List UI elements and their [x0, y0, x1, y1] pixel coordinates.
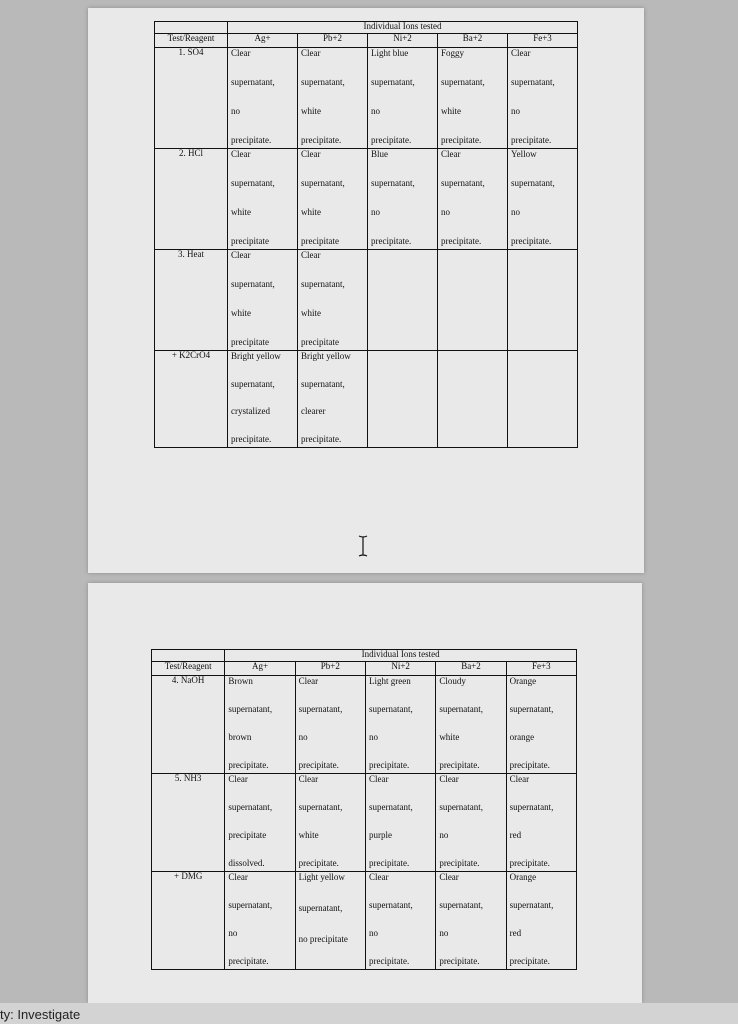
- observation-line: Clear: [301, 250, 321, 260]
- observation-line: supernatant,: [511, 177, 555, 188]
- observation-line: white: [231, 206, 251, 217]
- observation-line: precipitate.: [509, 857, 550, 868]
- observation-line: Clear: [509, 774, 530, 784]
- observation-line: no: [371, 105, 380, 116]
- observation-line: precipitate.: [228, 955, 269, 966]
- observation-line: precipitate.: [298, 759, 339, 770]
- row-label: + DMG: [152, 872, 225, 970]
- observation-line: supernatant,: [371, 76, 415, 87]
- observation-line: purple: [368, 829, 392, 840]
- table-row: [152, 676, 577, 774]
- observation-line: precipitate.: [439, 857, 480, 868]
- column-header-ion: Ni+2: [368, 34, 438, 48]
- observation-line: supernatant,: [301, 278, 345, 289]
- observation-line: white: [441, 105, 461, 116]
- observation-line: supernatant,: [511, 76, 555, 87]
- observation-line: no: [439, 829, 449, 840]
- observation-line: precipitate.: [368, 857, 410, 868]
- observation-cell: [225, 872, 295, 970]
- footer-label: ty: Investigate: [0, 1007, 81, 1022]
- observation-line: Clear: [511, 48, 531, 58]
- observation-line: supernatant,: [371, 177, 415, 188]
- observation-cell: [438, 48, 508, 149]
- column-header-ion: Ag+: [225, 662, 295, 676]
- observation-line: white: [301, 105, 321, 116]
- observation-cell: [295, 676, 365, 774]
- observation-line: supernatant,: [228, 899, 273, 910]
- ion-test-table-2: [151, 649, 577, 970]
- observation-cell: [365, 872, 435, 970]
- observation-cell: [298, 250, 368, 351]
- observation-cell: [225, 676, 295, 774]
- column-header-ion: Ag+: [228, 34, 298, 48]
- observation-line: supernatant,: [301, 177, 345, 188]
- observation-line: white: [298, 829, 319, 840]
- observation-line: white: [439, 731, 460, 742]
- observation-line: supernatant,: [228, 801, 273, 812]
- observation-line: Clear: [231, 48, 251, 58]
- table-row: [155, 250, 578, 351]
- column-header-test-reagent: Test/Reagent: [155, 34, 228, 48]
- observation-cell: [508, 351, 578, 448]
- column-header-ion: Pb+2: [298, 34, 368, 48]
- observation-line: Foggy: [441, 48, 465, 58]
- observation-line: Clear: [231, 149, 251, 159]
- observation-line: Bright yellow: [301, 351, 351, 361]
- observation-line: Light green: [368, 676, 411, 686]
- observation-line: no: [228, 927, 238, 938]
- observation-line: white: [301, 307, 321, 318]
- row-label: 1. SO4: [155, 48, 228, 149]
- observation-line: Bright yellow: [231, 351, 281, 361]
- observation-line: supernatant,: [301, 378, 345, 389]
- observation-line: precipitate.: [441, 235, 482, 246]
- observation-line: no: [441, 206, 450, 217]
- table-row: [152, 774, 577, 872]
- observation-line: supernatant,: [301, 76, 345, 87]
- observation-cell: [436, 872, 506, 970]
- observation-cell: [506, 774, 576, 872]
- observation-cell: [228, 351, 298, 448]
- observation-line: supernatant,: [298, 703, 343, 714]
- observation-line: supernatant,: [368, 703, 413, 714]
- observation-line: supernatant,: [231, 378, 275, 389]
- observation-line: orange: [509, 731, 535, 742]
- observation-line: precipitate.: [509, 759, 550, 770]
- observation-cell: [298, 149, 368, 250]
- observation-line: Brown: [228, 676, 253, 686]
- observation-line: Clear: [441, 149, 461, 159]
- bottom-bar: [0, 1003, 738, 1024]
- observation-cell: [508, 250, 578, 351]
- text-cursor-icon: [358, 535, 368, 557]
- observation-line: supernatant,: [231, 278, 275, 289]
- observation-cell: [368, 250, 438, 351]
- observation-line: no: [439, 927, 449, 938]
- observation-line: precipitate.: [371, 235, 412, 246]
- observation-line: Clear: [231, 250, 251, 260]
- observation-cell: [508, 149, 578, 250]
- observation-line: Orange: [509, 676, 537, 686]
- observation-cell: [436, 774, 506, 872]
- column-header-ion: Ba+2: [438, 34, 508, 48]
- observation-line: precipitate.: [231, 134, 272, 145]
- observation-line: precipitate.: [228, 759, 269, 770]
- observation-line: precipitate.: [441, 134, 482, 145]
- observation-line: precipitate.: [301, 134, 342, 145]
- observation-line: precipitate: [231, 235, 269, 246]
- observation-cell: [295, 774, 365, 872]
- observation-line: precipitate.: [511, 235, 552, 246]
- observation-line: Clear: [439, 872, 459, 882]
- observation-line: supernatant,: [439, 801, 484, 812]
- observation-line: no: [511, 206, 520, 217]
- observation-line: Light blue: [371, 48, 409, 58]
- row-label: + K2CrO4: [155, 351, 228, 448]
- observation-line: precipitate.: [439, 955, 480, 966]
- observation-line: Clear: [228, 774, 248, 784]
- observation-line: supernatant,: [231, 76, 275, 87]
- document-page-1: [88, 8, 644, 573]
- observation-cell: [506, 872, 576, 970]
- observation-cell: [436, 676, 506, 774]
- observation-cell: [508, 48, 578, 149]
- observation-line: Clear: [228, 872, 248, 882]
- observation-cell: [506, 676, 576, 774]
- observation-line: precipitate.: [231, 433, 272, 444]
- observation-cell: [368, 48, 438, 149]
- observation-line: Clear: [298, 676, 319, 686]
- observation-line: precipitate.: [371, 134, 412, 145]
- observation-line: no: [368, 927, 378, 938]
- observation-cell: [225, 774, 295, 872]
- observation-cell: [368, 351, 438, 448]
- table-title: Individual Ions tested: [228, 22, 578, 34]
- observation-line: no: [371, 206, 380, 217]
- column-header-ion: Fe+3: [508, 34, 578, 48]
- observation-line: precipitate.: [368, 759, 410, 770]
- table-row: [155, 351, 578, 448]
- observation-line: precipitate.: [301, 433, 342, 444]
- observation-line: Yellow: [511, 149, 537, 159]
- observation-line: no precipitate: [298, 934, 348, 944]
- observation-line: precipitate: [231, 336, 269, 347]
- observation-line: precipitate.: [439, 759, 480, 770]
- row-label: 5. NH3: [152, 774, 225, 872]
- observation-line: red: [509, 927, 522, 938]
- observation-cell: [228, 48, 298, 149]
- observation-line: no: [231, 105, 240, 116]
- observation-line: clearer: [301, 406, 326, 417]
- observation-line: Cloudy: [439, 676, 466, 686]
- ion-test-table-1: [154, 21, 578, 448]
- observation-cell: [298, 351, 368, 448]
- observation-line: supernatant,: [439, 703, 484, 714]
- observation-line: supernatant,: [298, 801, 343, 812]
- observation-line: precipitate.: [511, 134, 552, 145]
- document-page-2: [88, 583, 642, 1003]
- column-header-test-reagent: Test/Reagent: [152, 662, 225, 676]
- observation-line: supernatant,: [439, 899, 484, 910]
- table-row: [152, 872, 577, 970]
- observation-line: supernatant,: [441, 177, 485, 188]
- observation-line: Clear: [301, 48, 321, 58]
- observation-cell: [438, 351, 508, 448]
- title-spacer-cell: [155, 22, 228, 34]
- observation-cell: [228, 250, 298, 351]
- observation-line: precipitate.: [298, 857, 339, 868]
- column-header-ion: Ba+2: [436, 662, 506, 676]
- observation-line: supernatant,: [441, 76, 485, 87]
- table-row: [155, 149, 578, 250]
- observation-cell: [228, 149, 298, 250]
- observation-line: precipitate: [301, 235, 339, 246]
- observation-line: supernatant,: [231, 177, 275, 188]
- observation-line: supernatant,: [509, 703, 554, 714]
- observation-line: no: [511, 105, 520, 116]
- observation-cell: [295, 872, 365, 970]
- table-title: Individual Ions tested: [225, 650, 577, 662]
- observation-line: precipitate: [228, 829, 267, 840]
- observation-line: Clear: [301, 149, 321, 159]
- observation-line: no: [368, 731, 378, 742]
- observation-line: Clear: [298, 774, 319, 784]
- row-label: 3. Heat: [155, 250, 228, 351]
- observation-line: precipitate.: [509, 955, 550, 966]
- observation-line: Blue: [371, 149, 388, 159]
- observation-line: brown: [228, 731, 252, 742]
- observation-line: white: [301, 206, 321, 217]
- observation-line: supernatant,: [368, 899, 413, 910]
- observation-line: supernatant,: [368, 801, 413, 812]
- observation-line: supernatant,: [298, 903, 343, 913]
- observation-line: red: [509, 829, 522, 840]
- observation-cell: [438, 149, 508, 250]
- observation-line: dissolved.: [228, 857, 265, 868]
- observation-cell: [368, 149, 438, 250]
- row-label: 4. NaOH: [152, 676, 225, 774]
- observation-line: supernatant,: [509, 801, 554, 812]
- observation-line: Clear: [368, 872, 389, 882]
- title-spacer-cell: [152, 650, 225, 662]
- observation-line: precipitate: [301, 336, 339, 347]
- column-header-ion: Fe+3: [506, 662, 576, 676]
- observation-line: no: [298, 731, 308, 742]
- observation-line: white: [231, 307, 251, 318]
- observation-line: supernatant,: [228, 703, 273, 714]
- observation-line: Clear: [439, 774, 459, 784]
- observation-cell: [365, 676, 435, 774]
- table-row: [155, 48, 578, 149]
- observation-line: Orange: [509, 872, 537, 882]
- observation-line: Clear: [368, 774, 389, 784]
- observation-line: precipitate.: [368, 955, 410, 966]
- row-label: 2. HCl: [155, 149, 228, 250]
- observation-line: supernatant,: [509, 899, 554, 910]
- observation-line: Light yellow: [298, 872, 345, 882]
- observation-cell: [365, 774, 435, 872]
- column-header-ion: Ni+2: [365, 662, 435, 676]
- observation-cell: [298, 48, 368, 149]
- observation-line: crystalized: [231, 406, 270, 417]
- column-header-ion: Pb+2: [295, 662, 365, 676]
- observation-cell: [438, 250, 508, 351]
